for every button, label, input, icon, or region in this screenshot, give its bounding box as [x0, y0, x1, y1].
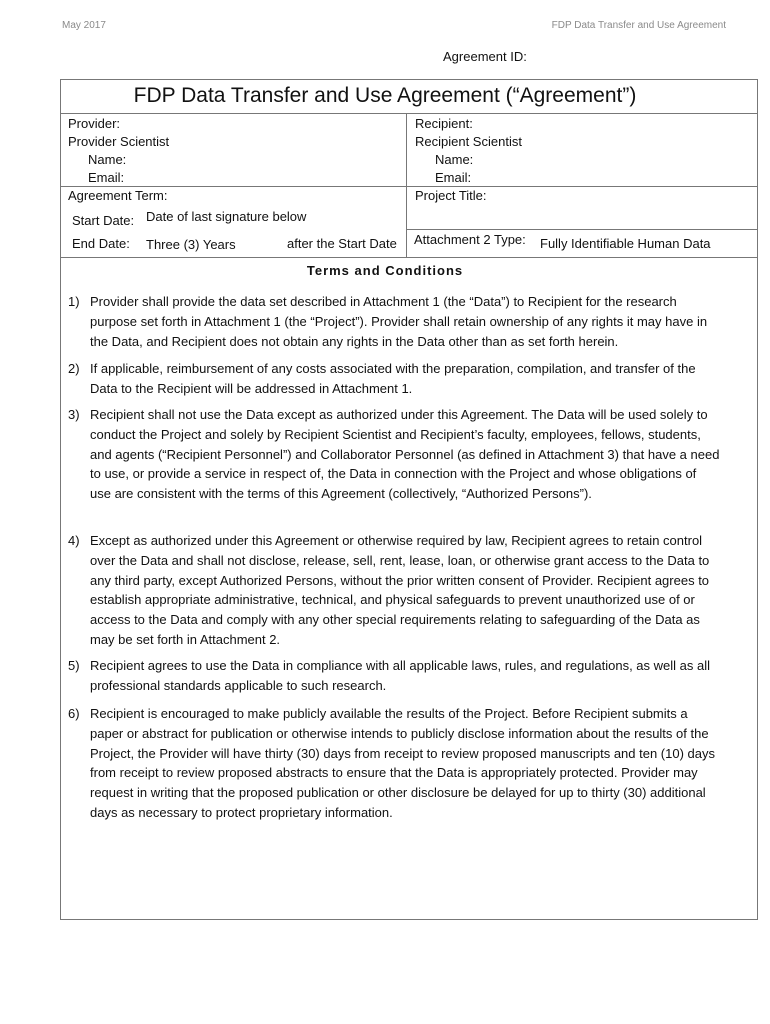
provider-block [68, 115, 169, 187]
start-date-label: Start Date: [72, 213, 135, 228]
paragraph-text: Recipient agrees to use the Data in compliance with all applicable laws, rules, and regulations, as well as all professional standards applicable to such research. [90, 658, 711, 693]
paragraph-number: 5) [68, 658, 80, 673]
paragraph-text: Except as authorized under this Agreement or otherwise required by law, Recipient agrees to retain control over the Data and shall not disclose, release, sell, rent, lease, loan, or otherwise grant access to the Data to any third party, except Authorized Persons, without the prior written consent of Provider. Recipient agrees to establish appropriate administrative, technical, and physical safeguards to prevent unauthorized use of or access to the Data and comply with any other special requirements relating to safeguarding of the Data as may be set forth in Attachment 2. [90, 533, 710, 647]
paragraph-text: If applicable, reimbursement of any costs associated with the preparation, compilation, and transfer of the Data to the Recipient will be addressed in Attachment 1. [90, 361, 696, 396]
provider-label: Provider: [68, 116, 121, 131]
paragraph-6 [68, 704, 720, 823]
start-date-value: Date of last signature below [146, 209, 307, 224]
paragraph-3 [68, 405, 720, 504]
paragraph-text: Provider shall provide the data set described in Attachment 1 (the “Data”) to Recipient for the research purpose set forth in Attachment 1 (the “Project”). Provider shall retain ownership of any rights it may have in the Data, and Recipient does not obtain any rights in the Data other than as set forth herein. [90, 294, 708, 349]
attachment-2-type-label: Attachment 2 Type: [414, 232, 526, 247]
provider-name-label: Name: [88, 152, 127, 167]
paragraph-1 [68, 292, 720, 351]
paragraph-4 [68, 531, 720, 650]
agreement-id-label: Agreement ID: [443, 49, 527, 64]
project-title-label: Project Title: [415, 188, 487, 203]
divider-vertical [406, 113, 407, 257]
paragraph-number: 4) [68, 533, 80, 548]
paragraph-text: Recipient shall not use the Data except as authorized under this Agreement. The Data will be used solely to conduct the Project and solely by Recipient Scientist and Recipient’s faculty, employees, fellows, students, and agents (“Recipient Personnel”) and Collaborator Personnel (as defined in Attachment 3) that have a need to use, or provide a service in respect of, the Data in connection with the Project and whose obligations of use are consistent with the terms of this Agreement (collectively, “Authorized Persons”). [90, 407, 720, 502]
end-date-suffix: after the Start Date [287, 236, 397, 251]
provider-email-label: Email: [88, 170, 125, 185]
recipient-name-label: Name: [435, 152, 474, 167]
attachment-2-type-value: Fully Identifiable Human Data [540, 236, 711, 251]
paragraph-5 [68, 656, 720, 696]
header-doc-title: FDP Data Transfer and Use Agreement [551, 20, 726, 31]
paragraph-number: 2) [68, 361, 80, 376]
agreement-title: FDP Data Transfer and Use Agreement (“Agreement”) [133, 84, 637, 107]
recipient-label: Recipient: [415, 116, 473, 131]
agreement-term-label: Agreement Term: [68, 188, 168, 203]
recipient-block [415, 115, 522, 187]
paragraph-2 [68, 359, 720, 399]
divider-under-project-title [406, 229, 758, 230]
divider-under-title [60, 113, 758, 114]
provider-scientist-label: Provider Scientist [68, 134, 170, 149]
section-heading: Terms and Conditions [306, 263, 464, 278]
end-date-label: End Date: [72, 236, 130, 251]
paragraph-number: 3) [68, 407, 80, 422]
recipient-email-label: Email: [435, 170, 472, 185]
end-date-value: Three (3) Years [146, 237, 236, 252]
paragraph-number: 6) [68, 706, 80, 721]
paragraph-text: Recipient is encouraged to make publicly available the results of the Project. Before Recipient submits a paper or abstract for publication or otherwise intends to publicly disclose information about the results of the Project, the Provider will have thirty (30) days from receipt to review proposed manuscripts and ten (10) days from receipt to review proposed abstracts to ensure that the Data is appropriately protected. Provider may request in writing that the proposed publication or other disclosure be delayed for up to thirty (30) additional days as necessary to protect proprietary information. [90, 706, 715, 820]
header-date: May 2017 [62, 20, 106, 31]
recipient-scientist-label: Recipient Scientist [415, 134, 522, 149]
paragraph-number: 1) [68, 294, 80, 309]
divider-under-term [60, 257, 758, 258]
